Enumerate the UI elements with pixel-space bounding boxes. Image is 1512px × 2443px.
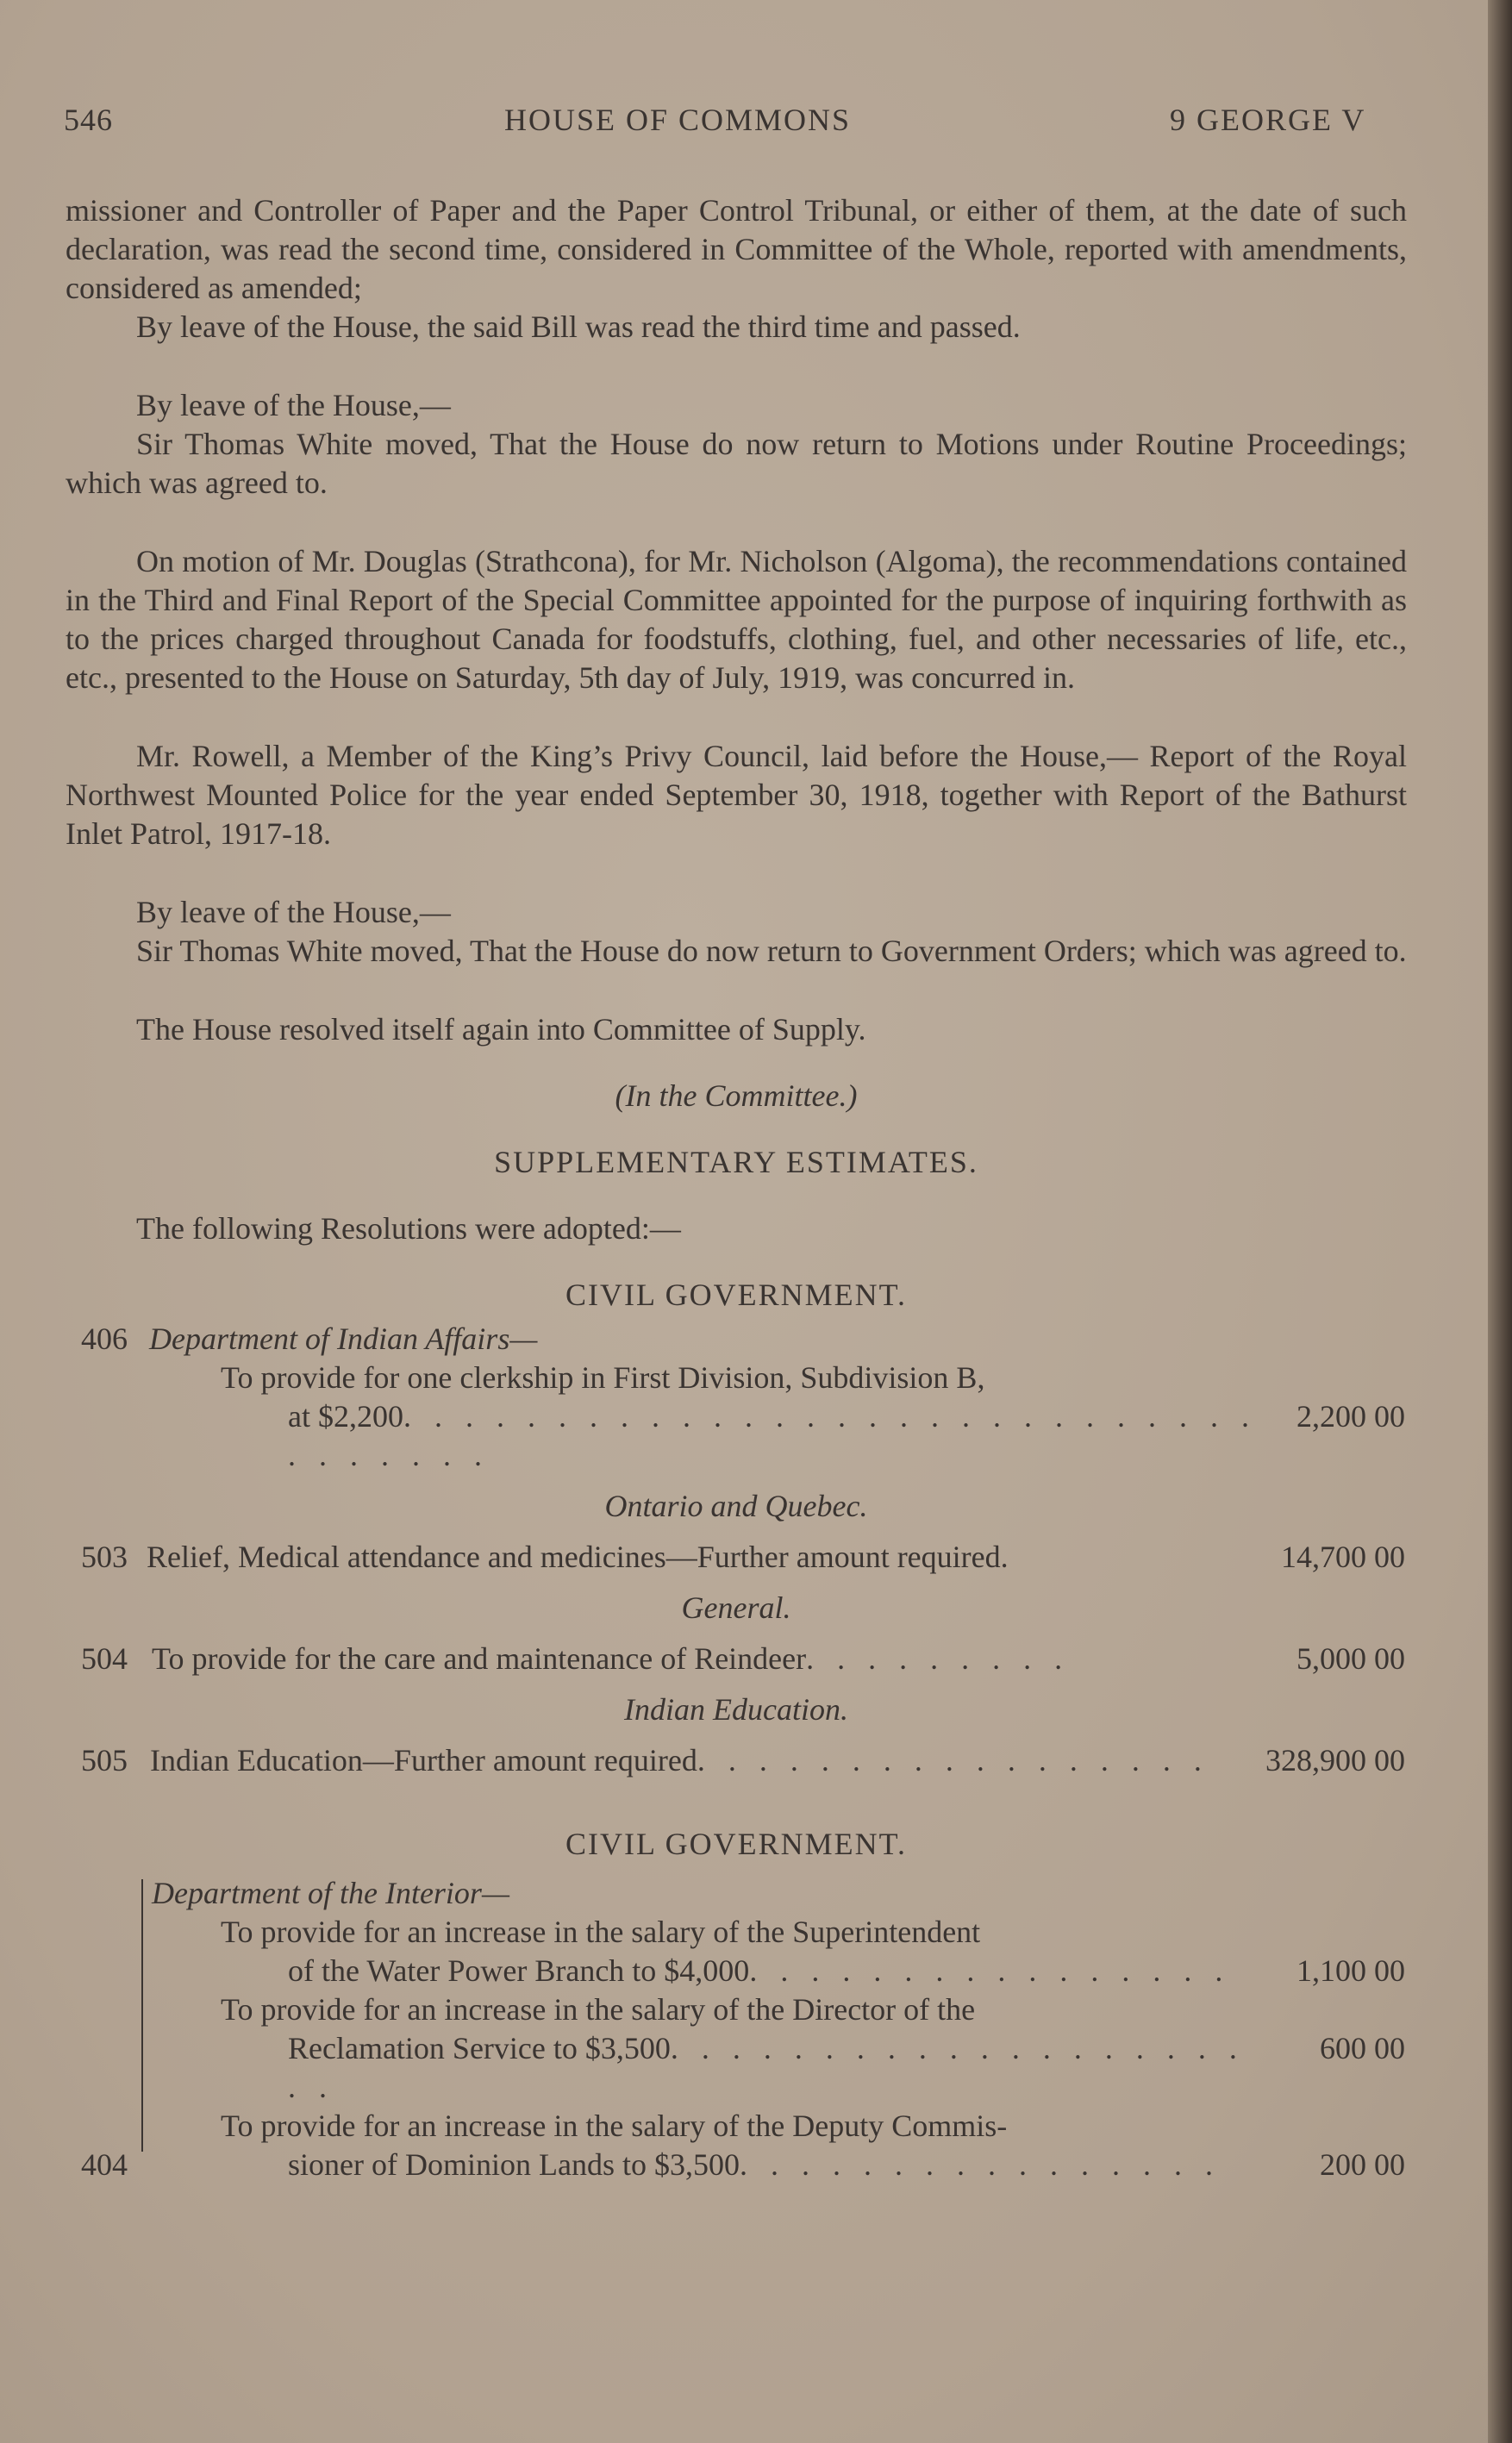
paragraph-continuation: missioner and Controller of Paper and the Paper Control Tribunal, or either of them, at the date of such declaration, was read the second time, considered in Committee of the Whole, reported with amendments, considered as amended; [66, 193, 1407, 305]
subheading-indian-education: Indian Education. [624, 1692, 848, 1727]
leader-dots: . . . . . . . . . . . . . . . . [739, 2147, 1221, 2182]
leader-dots: . . . . . . . . . [806, 1641, 1071, 1676]
item-amount: 200 00 [1320, 2147, 1405, 2182]
heading-civil-government: CIVIL GOVERNMENT. [565, 1278, 907, 1312]
item-description: To provide for one clerkship in First Division, Subdivision B, [221, 1360, 985, 1395]
estimate-line [66, 1913, 1407, 1952]
item-amount: 600 00 [1320, 2031, 1405, 2065]
item-description [150, 1741, 1271, 1780]
department-name: Department of the Interior— [152, 1876, 509, 1910]
estimate-503 [66, 1538, 1407, 1577]
item-text: Reclamation Service to $3,500 [288, 2031, 671, 2065]
item-text: at $2,200 [288, 1399, 403, 1434]
estimate-item [66, 1874, 1407, 1913]
item-text: Indian Education—Further amount required [150, 1743, 697, 1778]
estimate-line [66, 2107, 1407, 2146]
item-number: 404 [81, 2147, 128, 2182]
estimate-504 [66, 1640, 1407, 1678]
item-amount: 14,700 00 [1281, 1540, 1405, 1574]
running-title: HOUSE OF COMMONS [504, 103, 852, 137]
resolutions-intro: The following Resolutions were adopted:— [136, 1211, 681, 1246]
paragraph-committee-supply: The House resolved itself again into Committee of Supply. [136, 1012, 866, 1047]
page-body [66, 191, 1407, 2184]
item-text: sioner of Dominion Lands to $3,500 [288, 2147, 740, 2182]
estimate-line [66, 2146, 1407, 2184]
department-name: Department of Indian Affairs— [149, 1321, 538, 1356]
item-amount: 1,100 00 [1296, 1953, 1405, 1988]
leader-dots: . . . . . . . . . . . . . . . . [749, 1953, 1231, 1988]
estimate-line [66, 1397, 1407, 1475]
subheading-general: General. [681, 1590, 791, 1625]
item-description: To provide for an increase in the salary of the Director of the [221, 1992, 976, 2027]
paragraph-leave-2: By leave of the House,— [136, 895, 451, 929]
estimate-406 [66, 1320, 1407, 1475]
leader-dots: . . . . . . . . . . . . . . . . . . . . . . . . . . . . . . . . . . . [288, 1399, 1257, 1472]
item-number: 503 [81, 1540, 128, 1574]
committee-note: (In the Committee.) [615, 1078, 858, 1113]
item-amount: 328,900 00 [1265, 1743, 1405, 1778]
leader-dots: . . . . . . . . . . . . . . . . . [697, 1743, 1209, 1778]
item-description-cont [288, 1397, 1272, 1475]
leader-dots: . . . . . . . . . . . . . . . . . . . . . [288, 2031, 1245, 2104]
paragraph-motion-routine: Sir Thomas White moved, That the House do now return to Motions under Routine Proceedings; which was agreed to. [66, 427, 1407, 500]
session-label: 9 GEORGE V [1170, 103, 1366, 137]
page-edge-shadow [1488, 0, 1512, 2443]
estimate-505 [66, 1741, 1407, 1780]
item-number: 406 [81, 1321, 128, 1356]
section-title: SUPPLEMENTARY ESTIMATES. [494, 1145, 978, 1179]
item-description-cont [288, 2146, 1272, 2184]
paragraph-motion-government: Sir Thomas White moved, That the House do now return to Government Orders; which was agreed to. [136, 934, 1407, 968]
estimate-line [66, 1952, 1407, 1990]
item-text: of the Water Power Branch to $4,000 [288, 1953, 750, 1988]
item-description [152, 1640, 1272, 1678]
item-amount: 2,200 00 [1296, 1399, 1405, 1434]
item-number: 505 [81, 1743, 128, 1778]
item-number: 504 [81, 1641, 128, 1676]
item-description: To provide for an increase in the salary of the Superintendent [221, 1915, 981, 1949]
paragraph-committee-report: On motion of Mr. Douglas (Strathcona), for Mr. Nicholson (Algoma), the recommendations contained in the Third and Final Report of the Special Committee appointed for the purpose of inquiring forthwith as to the prices charged throughout Canada for foodstuffs, clothing, fuel, and other necessaries of life, etc., etc., presented to the House on Saturday, 5th day of July, 1919, was concurred in. [66, 544, 1407, 695]
estimate-line [66, 1990, 1407, 2029]
paragraph-rowell-report: Mr. Rowell, a Member of the King’s Privy Council, laid before the House,— Report of the Royal Northwest Mounted Police for the year ended September 30, 1918, together with Report of the Bathurst Inlet Patrol, 1917-18. [66, 739, 1407, 851]
estimate-404 [66, 1874, 1407, 2184]
estimate-line [66, 2029, 1407, 2107]
item-description: Relief, Medical attendance and medicines—Further amount required. [147, 1540, 1009, 1574]
paragraph-third-reading: By leave of the House, the said Bill was read the third time and passed. [136, 309, 1021, 344]
item-text: To provide for the care and maintenance of Reindeer [152, 1641, 807, 1676]
estimate-line [66, 1359, 1407, 1397]
item-description-cont [288, 2029, 1272, 2107]
estimate-item [66, 1320, 1407, 1359]
heading-civil-government-2: CIVIL GOVERNMENT. [565, 1827, 907, 1861]
item-amount: 5,000 00 [1296, 1641, 1405, 1676]
page-number: 546 [64, 103, 113, 137]
subheading-ontario-quebec: Ontario and Quebec. [604, 1489, 868, 1523]
item-description: To provide for an increase in the salary of the Deputy Commis- [221, 2109, 1008, 2143]
item-description-cont [288, 1952, 1272, 1990]
paragraph-leave-1: By leave of the House,— [136, 388, 451, 422]
